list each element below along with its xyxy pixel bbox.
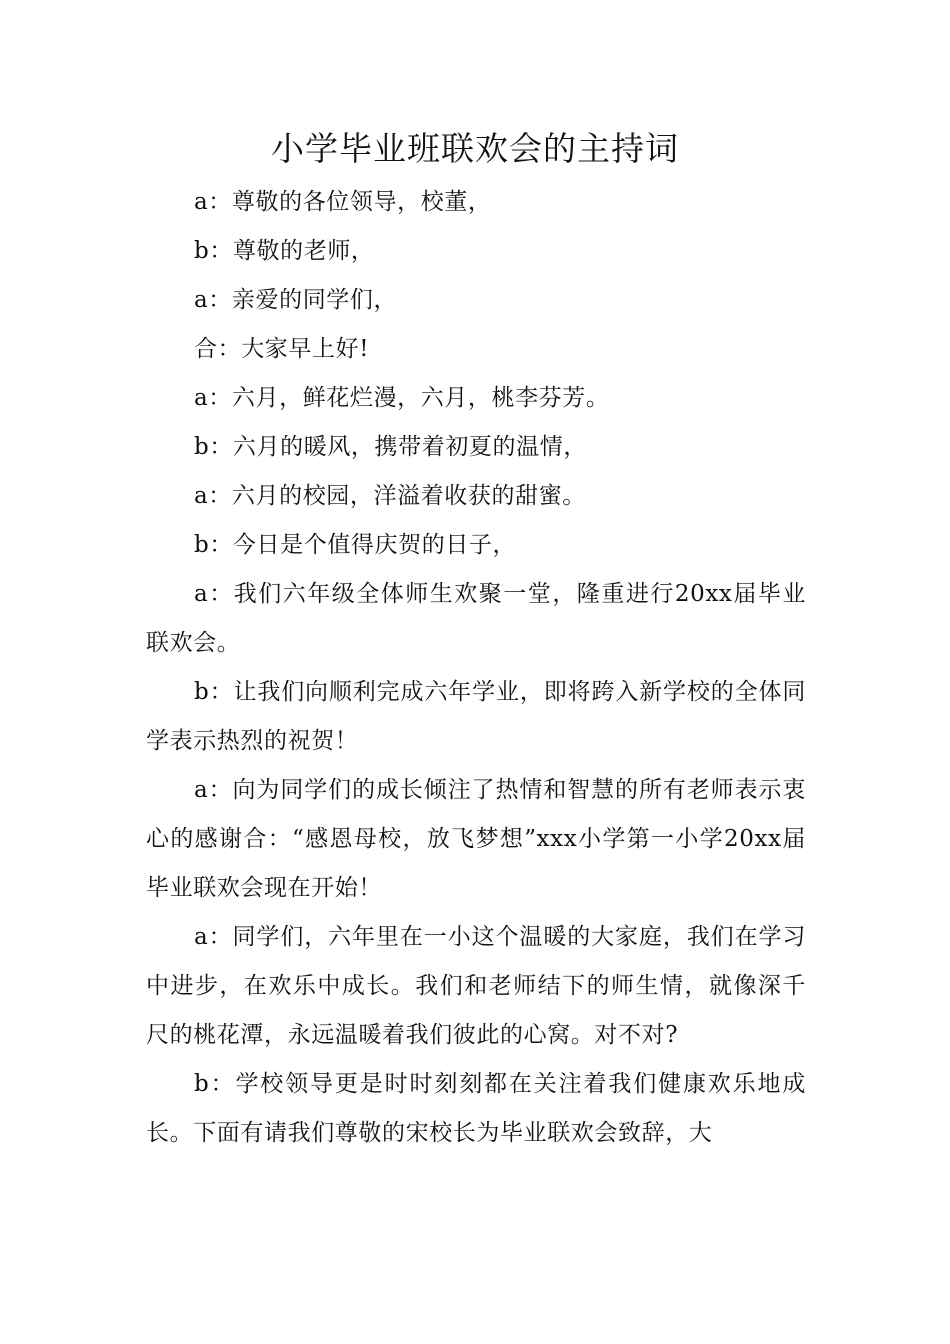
paragraph: b：六月的暖风，携带着初夏的温情， (194, 434, 587, 460)
paragraph: b：尊敬的老师， (194, 238, 375, 264)
paragraph: a：六月的校园，洋溢着收获的甜蜜。 (194, 483, 586, 509)
document-title: 小学毕业班联欢会的主持词 (271, 129, 679, 168)
paragraph: b：学校领导更是时时刻刻都在关注着我们健康欢乐地成长。下面有请我们尊敬的宋校长为毕业联欢会致辞，大 (146, 1071, 806, 1146)
paragraph: a：我们六年级全体师生欢聚一堂，隆重进行20xx届毕业联欢会。 (146, 581, 806, 656)
paragraph: a：向为同学们的成长倾注了热情和智慧的所有老师表示衷心的感谢合：“感恩母校，放飞梦想”xxx小学第一小学20xx届毕业联欢会现在开始！ (146, 777, 806, 901)
paragraph: 合：大家早上好! (194, 336, 370, 362)
paragraph: a：亲爱的同学们， (194, 287, 398, 313)
document-body (146, 178, 806, 1158)
paragraph: a：六月，鲜花烂漫，六月，桃李芬芳。 (194, 385, 610, 411)
paragraph: a：尊敬的各位领导，校董， (194, 189, 492, 215)
paragraph: b：让我们向顺利完成六年学业，即将跨入新学校的全体同学表示热烈的祝贺！ (146, 679, 806, 754)
paragraph: b：今日是个值得庆贺的日子， (194, 532, 517, 558)
paragraph: a：同学们，六年里在一小这个温暖的大家庭，我们在学习中进步，在欢乐中成长。我们和老师结下的师生情，就像深千尺的桃花潭，永远温暖着我们彼此的心窝。对不对? (146, 924, 806, 1048)
